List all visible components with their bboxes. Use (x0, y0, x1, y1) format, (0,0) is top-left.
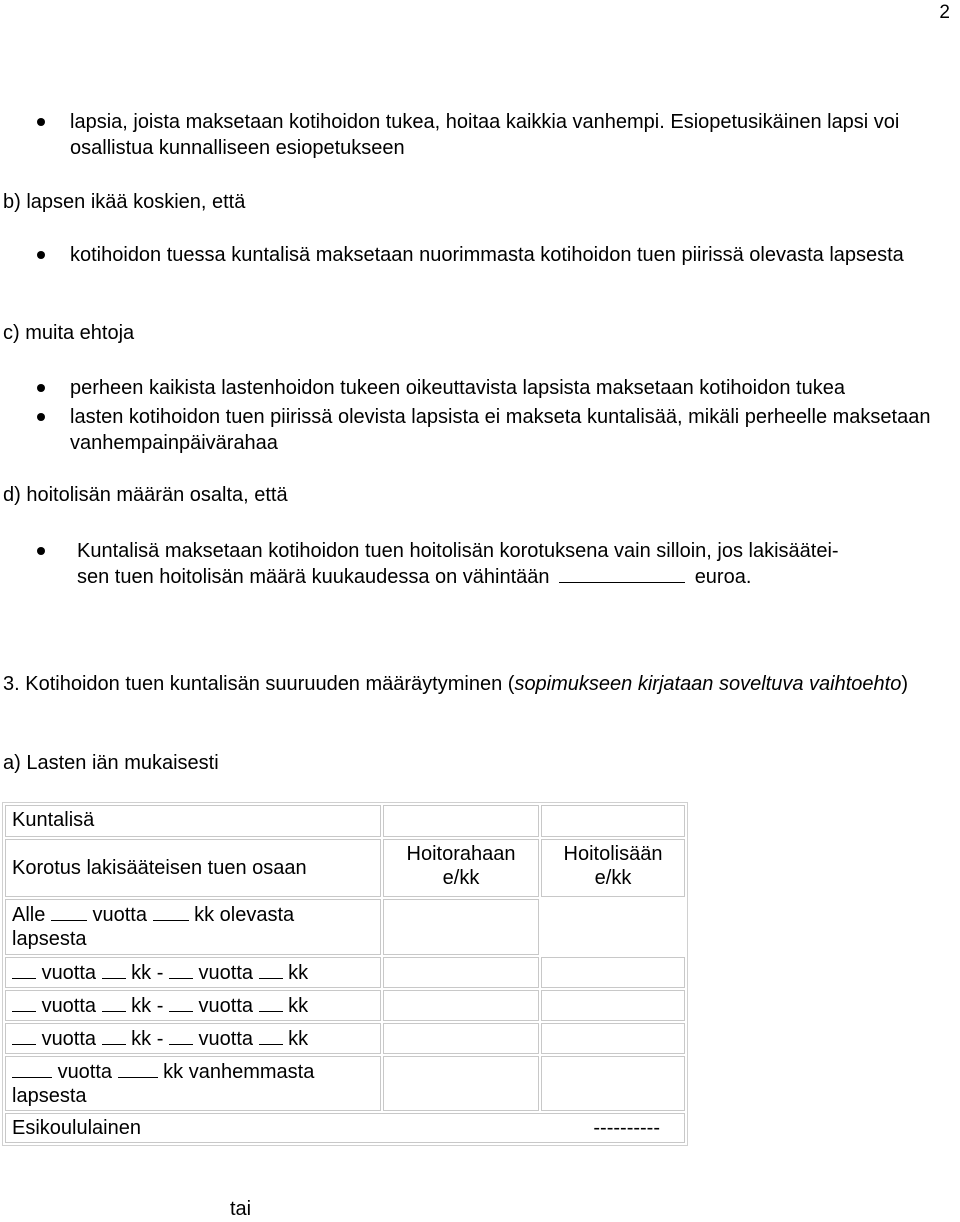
list-item-text: perheen kaikista lastenhoidon tukeen oikeuttavista lapsista maksetaan kotihoidon tukea (70, 377, 845, 399)
cell-vanhemmasta (5, 1056, 381, 1111)
cell-empty (383, 990, 539, 1021)
col-hoitolisa: Hoitolisään e/kk (541, 839, 685, 897)
amount-blank (559, 564, 685, 583)
bullet-icon (37, 118, 45, 126)
lapsesta-word: lapsesta (12, 1085, 87, 1107)
list-item-text: lapsia, joista maksetaan kotihoidon tukea, hoitaa kaikkia vanhempi. Esiopetusikäinen lapsi voi osallistua kunnalliseen esiopetukseen (70, 111, 900, 159)
vuotta-word: vuotta (41, 1028, 97, 1050)
cell-age-range (5, 1023, 381, 1054)
cell-empty (383, 1023, 539, 1054)
blank (12, 960, 36, 979)
section-d-heading: d) hoitolisän määrän osalta, että (3, 484, 288, 506)
esikoululainen-label: Esikoululainen (12, 1117, 141, 1139)
cell-empty (541, 990, 685, 1021)
vuotta-word: vuotta (41, 962, 97, 984)
kk-word: kk (288, 962, 309, 984)
heading-pre: 3. Kotihoidon tuen kuntalisän suuruuden määräytyminen ( (3, 673, 515, 695)
vuotta-word: vuotta (92, 904, 147, 926)
heading-italic: sopimukseen kirjataan soveltuva vaihtoehto (514, 673, 902, 695)
bullet-icon (37, 384, 45, 392)
section-c-heading: c) muita ehtoja (3, 322, 135, 344)
list-item-text: kotihoidon tuessa kuntalisä maksetaan nuorimmasta kotihoidon tuen piirissä olevasta lapsesta (70, 244, 904, 266)
list-item-text: lasten kotihoidon tuen piirissä olevista lapsista ei makseta kuntalisää, mikäli perheelle maksetaan vanhempainpäivärahaa (70, 406, 931, 454)
blank (169, 960, 193, 979)
section-3a-heading: a) Lasten iän mukaisesti (3, 752, 219, 774)
cell-empty (541, 805, 685, 837)
cell-age-range (5, 990, 381, 1021)
blank (259, 993, 283, 1012)
list-item (70, 375, 960, 401)
kk-word: kk (288, 1028, 309, 1050)
blank (259, 960, 283, 979)
esikoululainen-dashes: ---------- (593, 1117, 660, 1139)
bullet-icon (37, 547, 45, 555)
kk-word: kk (288, 995, 309, 1017)
bullet-icon (37, 413, 45, 421)
d-line-2-post: euroa. (694, 566, 752, 588)
cell-empty (541, 899, 685, 955)
kk-dash: kk - (131, 995, 164, 1017)
kk-olevasta: kk olevasta (194, 904, 295, 926)
table-row (5, 899, 685, 955)
col-hoitoraha: Hoitorahaan e/kk (383, 839, 539, 897)
table-row (5, 1023, 685, 1054)
blank (51, 902, 87, 921)
vuotta-word: vuotta (198, 995, 253, 1017)
cell-empty (383, 1056, 539, 1111)
blank (102, 960, 126, 979)
table-row (5, 990, 685, 1021)
table-row (5, 957, 685, 988)
list-item (70, 109, 940, 161)
blank (12, 1059, 52, 1078)
bullet-icon (37, 251, 45, 259)
kuntalisa-table (2, 802, 688, 1146)
blank (12, 1026, 36, 1045)
kk-vanhemmasta: kk vanhemmasta (163, 1061, 315, 1083)
cell-empty (541, 957, 685, 988)
cell-empty (383, 805, 539, 837)
kk-dash: kk - (131, 962, 164, 984)
table-row (5, 1113, 685, 1143)
cell-empty (383, 899, 539, 955)
section-3-heading (3, 671, 943, 697)
cell-empty (541, 1023, 685, 1054)
blank (102, 1026, 126, 1045)
table-row (5, 1056, 685, 1111)
vuotta-word: vuotta (198, 1028, 253, 1050)
tai-text: tai (230, 1198, 252, 1220)
list-item (70, 404, 950, 456)
kk-dash: kk - (131, 1028, 164, 1050)
blank (169, 993, 193, 1012)
vuotta-word: vuotta (57, 1061, 113, 1083)
cell-kuntalisa: Kuntalisä (5, 805, 381, 837)
blank (259, 1026, 283, 1045)
d-line-1: Kuntalisä maksetaan kotihoidon tuen hoitolisän korotuksena vain silloin, jos lakisäätei- (77, 540, 839, 562)
cell-alle (5, 899, 381, 955)
table-row (5, 805, 685, 837)
cell-empty (541, 1056, 685, 1111)
blank (169, 1026, 193, 1045)
blank (118, 1059, 158, 1078)
d-line-2-pre: sen tuen hoitolisän määrä kuukaudessa on vähintään (77, 566, 550, 588)
lapsesta-word: lapsesta (12, 928, 87, 950)
d-line-2 (77, 564, 957, 590)
cell-korotus: Korotus lakisääteisen tuen osaan (5, 839, 381, 897)
blank (102, 993, 126, 1012)
list-item (77, 538, 957, 590)
vuotta-word: vuotta (41, 995, 97, 1017)
vuotta-word: vuotta (198, 962, 253, 984)
blank (12, 993, 36, 1012)
cell-esikoululainen (5, 1113, 685, 1143)
alle-word: Alle (12, 904, 46, 926)
heading-post: ) (901, 673, 909, 695)
blank (153, 902, 189, 921)
section-b-heading: b) lapsen ikää koskien, että (3, 191, 246, 213)
cell-age-range (5, 957, 381, 988)
list-item (70, 242, 950, 268)
table-row (5, 839, 685, 897)
cell-empty (383, 957, 539, 988)
page-number: 2 (939, 2, 950, 23)
